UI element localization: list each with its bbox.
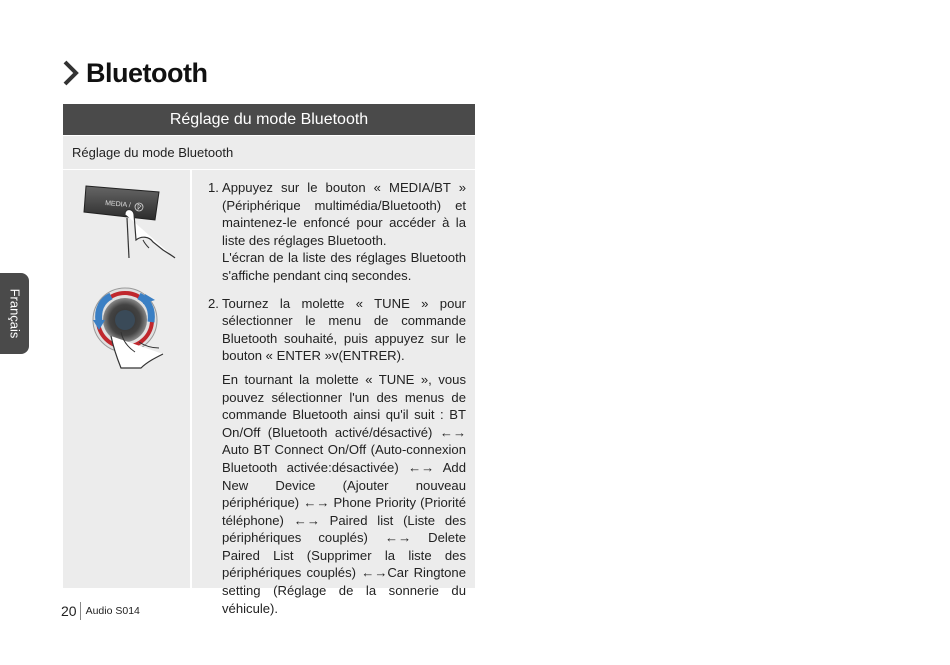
tune-knob-illustration	[63, 286, 190, 376]
step-number: 2.	[208, 295, 219, 311]
page-number: 20	[61, 603, 77, 619]
step-1	[208, 179, 466, 249]
page-title: Bluetooth	[86, 57, 208, 88]
step-text: Tournez la molette « TUNE » pour sélectionner le menu de commande Bluetooth souhaité, puis appuyez sur le bouton « ENTER »v(ENTRER).	[222, 295, 466, 364]
language-tab	[0, 273, 29, 354]
section-heading	[62, 56, 207, 90]
model-name: Audio S014	[85, 605, 140, 617]
panel-subheader: Réglage du mode Bluetooth	[63, 136, 475, 169]
language-tab-label: Français	[7, 288, 23, 339]
step-note: L'écran de la liste des réglages Bluetooth s'affiche pendant cinq secondes.	[222, 250, 466, 283]
media-button-label: MEDIA /	[104, 200, 132, 210]
step-note: En tournant la molette « TUNE », vous pouvez sélectionner l'un des menus de commande Bluetooth ainsi qu'il suit : BT On/Off (Bluetooth activé/désactivé) ←→ Auto BT Connect On/Off (Auto-connexion Bluetooth activée:désactivée) ←→ Add New Device (Ajouter nouveau périphérique) ←→ Phone Priority (Priorité téléphone) ←→ Paired list (Liste des périphériques couplés) ←→ Delete Paired List (Supprimer la liste des périphériques couplés) ←→Car Ringtone setting (Réglage de la sonnerie du véhicule).	[222, 371, 466, 616]
step-number: 1.	[208, 180, 219, 195]
page-footer	[61, 602, 140, 620]
footer-divider	[80, 602, 81, 620]
media-button-illustration	[63, 178, 190, 268]
instructions-text	[192, 170, 475, 616]
chevron-right-icon	[62, 59, 80, 87]
step-text: Appuyez sur le bouton « MEDIA/BT » (Périphérique multimédia/Bluetooth) et maintenez-le enfoncé pour accéder à la liste des réglages Bluetooth.	[222, 180, 466, 248]
illustration-column	[63, 170, 190, 588]
panel-header: Réglage du mode Bluetooth	[63, 104, 475, 135]
step-2	[208, 295, 466, 365]
